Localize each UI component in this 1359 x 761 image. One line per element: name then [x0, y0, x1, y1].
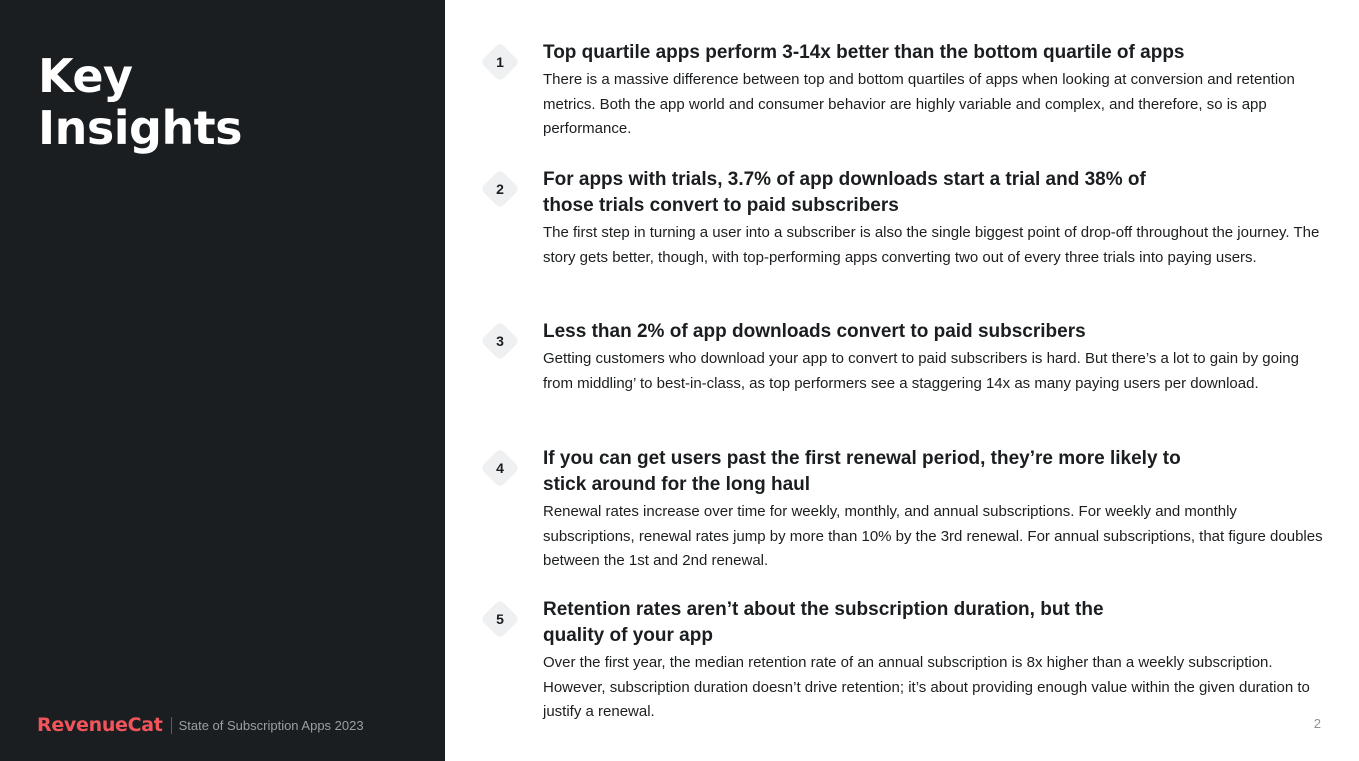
brand-logo: [37, 714, 163, 736]
insight-4: [496, 446, 1323, 574]
page-title: [38, 50, 242, 154]
badge-number: 4: [496, 460, 504, 476]
insight-title: [543, 167, 1323, 219]
badge-number: 1: [496, 54, 504, 70]
insight-body: Over the first year, the median retention rate of an annual subscription is 8x higher than a weekly subscription. However, subscription duration doesn’t drive retention; it’s about providing enough value within the given duration to justify a renewal.: [543, 654, 1310, 720]
badge-number: 5: [496, 611, 504, 627]
brand-name: RevenueCat: [37, 714, 163, 736]
page-title-line-1: Key: [38, 49, 133, 103]
number-badge: [480, 448, 520, 488]
insight-title: [543, 597, 1323, 649]
insight-title: Top quartile apps perform 3-14x better than the bottom quartile of apps: [543, 42, 1185, 63]
footer-divider: [171, 717, 172, 734]
badge-number: 3: [496, 333, 504, 349]
report-title: State of Subscription Apps 2023: [178, 717, 364, 733]
insight-body: Renewal rates increase over time for weekly, monthly, and annual subscriptions. For weekly and monthly subscriptions, renewal rates jump by more than 10% by the 3rd renewal. For annual subscriptions, that figure doubles between the 1st and 2nd renewal.: [543, 503, 1323, 569]
insight-title-line-2: stick around for the long haul: [543, 474, 811, 495]
sidebar-panel: [0, 0, 445, 761]
insight-1: [496, 40, 1323, 142]
insight-body: The first step in turning a user into a subscriber is also the single biggest point of drop-off throughout the journey. The story gets better, though, with top-performing apps converting two out of every three trials into paying users.: [543, 224, 1320, 266]
insight-title-line-1: Retention rates aren’t about the subscription duration, but the: [543, 599, 1104, 620]
insight-2: [496, 167, 1323, 270]
insight-body: Getting customers who download your app to convert to paid subscribers is hard. But there’s a lot to gain by going from middling’ to best-in-class, as top performers see a staggering 14x as many paying users per download.: [543, 350, 1299, 392]
insight-title-line-1: If you can get users past the first renewal period, they’re more likely to: [543, 448, 1181, 469]
insight-title-line-2: quality of your app: [543, 625, 713, 646]
insight-title: [543, 446, 1323, 498]
insight-title-line-2: those trials convert to paid subscribers: [543, 195, 899, 216]
number-badge: [480, 42, 520, 82]
page-number: 2: [1313, 716, 1321, 731]
number-badge: [480, 321, 520, 361]
number-badge: [480, 599, 520, 639]
footer: [37, 709, 364, 741]
insight-title-line-1: For apps with trials, 3.7% of app downloads start a trial and 38% of: [543, 169, 1146, 190]
insight-body: There is a massive difference between top and bottom quartiles of apps when looking at conversion and retention metrics. Both the app world and consumer behavior are highly variable and complex, and therefore, so is app performance.: [543, 71, 1295, 137]
number-badge: [480, 169, 520, 209]
badge-number: 2: [496, 181, 504, 197]
insight-title: Less than 2% of app downloads convert to paid subscribers: [543, 321, 1086, 342]
insight-3: [496, 319, 1323, 396]
insight-5: [496, 597, 1323, 725]
page-title-line-2: Insights: [38, 101, 243, 155]
